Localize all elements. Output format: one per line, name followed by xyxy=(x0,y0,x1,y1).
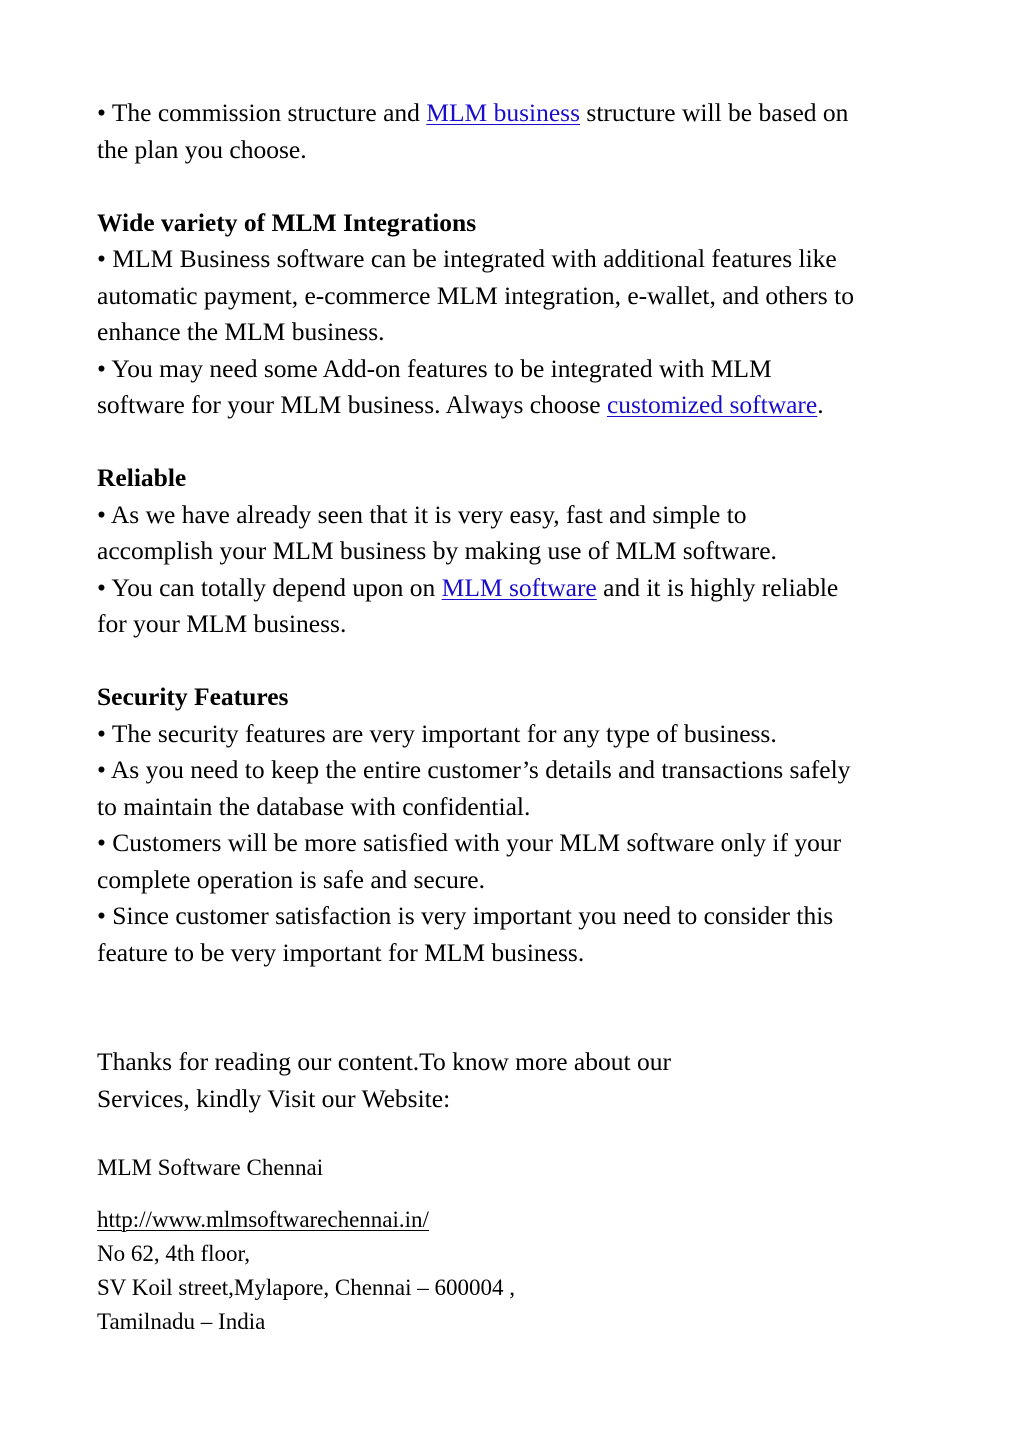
document-body xyxy=(97,95,937,1117)
security-line: • Customers will be more satisfied with your MLM software only if your xyxy=(97,828,842,857)
intro-line-1 xyxy=(97,95,937,132)
closing-line-1: Thanks for reading our content.To know more about our xyxy=(97,1047,671,1076)
reliable-line: • As we have already seen that it is very easy, fast and simple to xyxy=(97,499,747,529)
intro-line-2: the plan you choose. xyxy=(97,134,307,164)
security-line: • The security features are very important for any type of business. xyxy=(97,718,777,748)
address-line-2: SV Koil street,Mylapore, Chennai – 600004 , xyxy=(97,1275,515,1300)
period: . xyxy=(817,390,824,419)
intro-text-cont: structure will be based on xyxy=(580,98,849,127)
reliable-text: • You can totally depend upon on xyxy=(97,572,442,602)
closing-line-2: Services, kindly Visit our Website: xyxy=(97,1083,451,1113)
security-line: complete operation is safe and secure. xyxy=(97,864,486,894)
integrations-line: enhance the MLM business. xyxy=(97,317,385,346)
reliable-last-line: for your MLM business. xyxy=(97,609,347,638)
address-line-1: No 62, 4th floor, xyxy=(97,1241,251,1266)
mlm-software-link[interactable]: MLM software xyxy=(441,572,597,602)
website-link[interactable]: http://www.mlmsoftwarechennai.in/ xyxy=(97,1207,429,1232)
reliable-link-line xyxy=(97,570,937,607)
intro-text: • The commission structure and xyxy=(97,98,427,127)
address-line-3: Tamilnadu – India xyxy=(97,1309,266,1334)
integrations-line: automatic payment, e-commerce MLM integration, e-wallet, and others to xyxy=(97,280,854,310)
security-line: feature to be very important for MLM business. xyxy=(97,937,585,967)
mlm-business-link[interactable]: MLM business xyxy=(426,98,581,127)
security-line: to maintain the database with confidential. xyxy=(97,791,531,821)
security-heading: Security Features xyxy=(97,682,289,711)
security-line: • Since customer satisfaction is very important you need to consider this xyxy=(97,901,834,930)
reliable-heading: Reliable xyxy=(97,463,187,492)
security-line: • As you need to keep the entire customer’s details and transactions safely xyxy=(97,755,851,784)
reliable-line: accomplish your MLM business by making use of MLM software. xyxy=(97,536,777,565)
integrations-heading: Wide variety of MLM Integrations xyxy=(97,207,477,237)
integrations-text: software for your MLM business. Always choose xyxy=(97,390,607,419)
integrations-line: • You may need some Add-on features to be integrated with MLM xyxy=(97,353,772,383)
company-name: MLM Software Chennai xyxy=(97,1155,324,1180)
reliable-text-cont: and it is highly reliable xyxy=(596,572,839,602)
integrations-line: • MLM Business software can be integrated with additional features like xyxy=(97,244,837,273)
customized-software-link[interactable]: customized software xyxy=(606,390,818,419)
integrations-last-line xyxy=(97,387,937,424)
contact-footer xyxy=(97,1151,937,1339)
